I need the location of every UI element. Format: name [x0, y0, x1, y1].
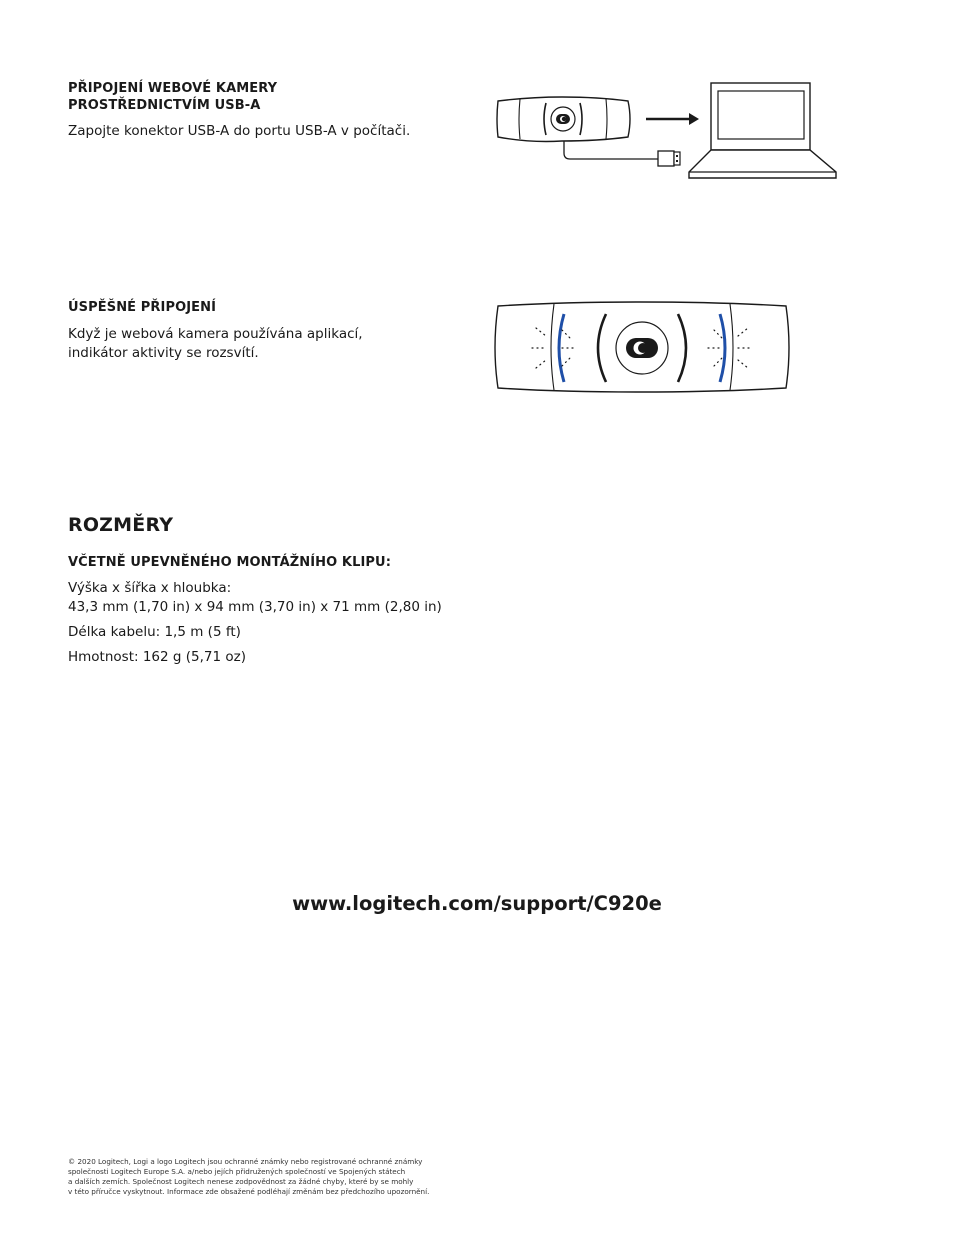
webcam-active-illustration	[490, 298, 800, 398]
success-text-line1: Když je webová kamera používána aplikací,	[68, 326, 363, 342]
webcam-usb-illustration	[490, 75, 850, 190]
usb-a-plug-icon	[658, 151, 680, 166]
legal-line2: společnosti Logitech Europe S.A. a/nebo jejích přidružených společností ve Spojených státech	[68, 1167, 406, 1176]
hwd-label: Výška x šířka x hloubka:	[68, 580, 232, 596]
weight: Hmotnost: 162 g (5,71 oz)	[68, 649, 246, 665]
usb-heading-line1: PŘIPOJENÍ WEBOVÉ KAMERY	[68, 81, 278, 96]
laptop-icon	[689, 83, 836, 178]
legal-line4: v této příručce vyskytnout. Informace zde obsažené podléhají změnám bez předchozího upozornění.	[68, 1187, 430, 1196]
dimensions-specs	[68, 579, 442, 667]
cable-length: Délka kabelu: 1,5 m (5 ft)	[68, 624, 241, 640]
dimensions-title: ROZMĚRY	[68, 514, 174, 536]
support-url: www.logitech.com/support/C920e	[292, 892, 662, 915]
hwd-value: 43,3 mm (1,70 in) x 94 mm (3,70 in) x 71 mm (2,80 in)	[68, 599, 442, 615]
legal-notice	[68, 1157, 429, 1197]
webcam-small-icon	[497, 97, 630, 142]
arrow-right-icon	[646, 113, 699, 125]
success-instruction-text	[68, 325, 363, 363]
dimensions-subheading: VČETNĚ UPEVNĚNÉHO MONTÁŽNÍHO KLIPU:	[68, 555, 392, 570]
success-text-line2: indikátor aktivity se rozsvítí.	[68, 345, 259, 361]
success-section-heading: ÚSPĚŠNÉ PŘIPOJENÍ	[68, 300, 217, 315]
usb-section-heading	[68, 80, 277, 114]
legal-line3: a dalších zemích. Společnost Logitech nenese zodpovědnost za žádné chyby, které by se mohly	[68, 1177, 414, 1186]
usb-heading-line2: PROSTŘEDNICTVÍM USB-A	[68, 98, 261, 113]
usb-instruction-text: Zapojte konektor USB-A do portu USB-A v počítači.	[68, 123, 411, 139]
legal-line1: © 2020 Logitech, Logi a logo Logitech jsou ochranné známky nebo registrované ochranné známky	[68, 1157, 423, 1166]
